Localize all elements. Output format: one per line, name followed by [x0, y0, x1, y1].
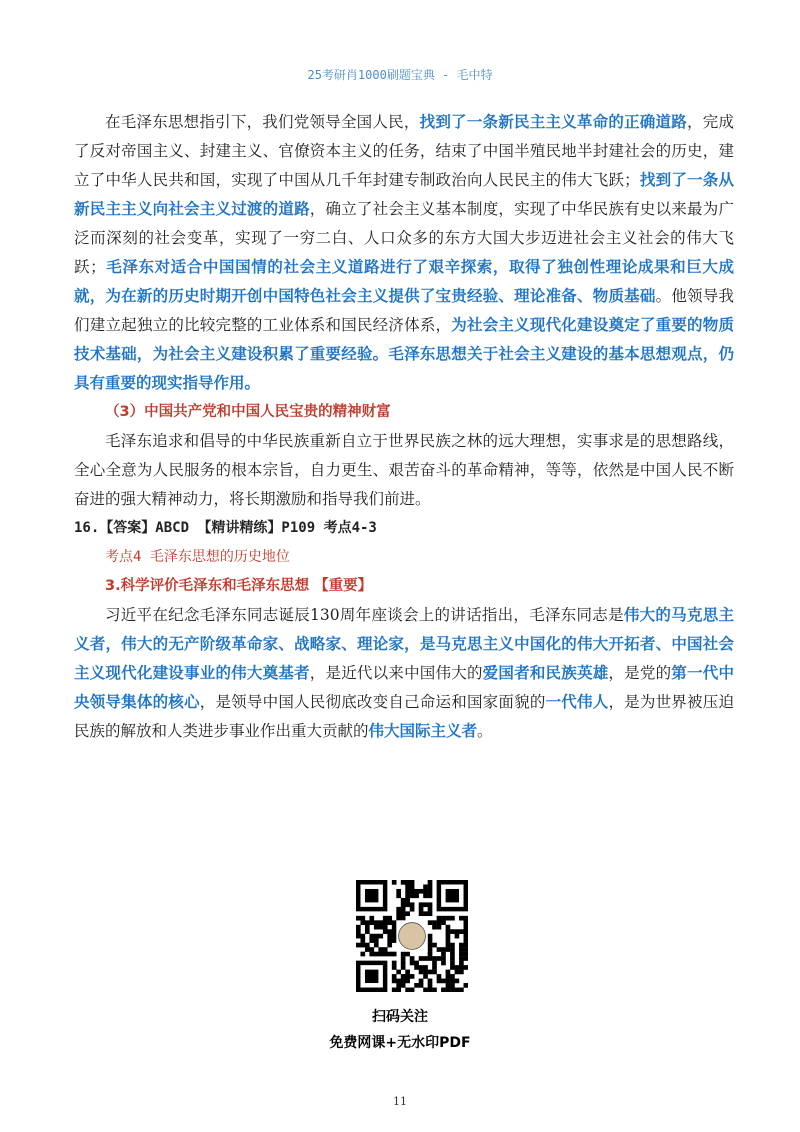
highlighted-text: 第一代中央领导集体的核心	[74, 664, 734, 711]
qr-code	[356, 880, 468, 992]
paragraph-spiritual-wealth: 毛泽东追求和倡导的中华民族重新自立于世界民族之林的远大理想，实事求是的思想路线，全心全意为人民服务的根本宗旨，自力更生、艰苦奋斗的革命精神，等等，依然是中国人民不断奋进的强大精神动力，将长期激励和指导我们前进。	[74, 432, 734, 508]
running-header: 25考研肖1000刷题宝典 - 毛中特	[307, 68, 493, 82]
body-text: 。	[477, 722, 493, 740]
highlighted-text: 伟大国际主义者	[368, 722, 478, 740]
qr-caption-follow: 扫码关注	[372, 1009, 428, 1025]
body-text: 习近平在纪念毛泽东同志诞辰130周年座谈会上的讲话指出，毛泽东同志是	[105, 606, 624, 624]
body-text: ，是党的	[608, 664, 672, 682]
paragraph-historic-contribution	[74, 108, 734, 398]
body-text: ，确立了社会主义基本制度，实现了中华民族有史以来最为广泛而深刻的社会变革，实现了一穷二白、人口众多的东方大国大步迈进社会主义社会的伟大飞跃；	[74, 200, 734, 276]
highlighted-text: 找到了一条新民主主义革命的正确道路	[419, 113, 687, 131]
body-text: ，是近代以来中国伟大的	[309, 664, 483, 682]
page-number: 11	[393, 1095, 407, 1108]
subsection-heading: 3.科学评价毛泽东和毛泽东思想 【重要】	[105, 578, 373, 594]
body-text: ，是领导中国人民彻底改变自己命运和国家面貌的	[199, 693, 546, 711]
page-content	[74, 108, 734, 746]
highlighted-text: 毛泽东对适合中国国情的社会主义道路进行了艰辛探索，取得了独创性理论成果和巨大成就，为在新的历史时期开创中国特色社会主义提供了宝贵经验、理论准备、物质基础	[74, 258, 734, 305]
highlighted-text: 为社会主义现代化建设奠定了重要的物质技术基础，为社会主义建设积累了重要经验。毛泽东思想关于社会主义建设的基本思想观点，仍具有重要的现实指导作用。	[74, 316, 734, 392]
qr-caption-free-course: 免费网课+无水印PDF	[329, 1035, 471, 1051]
kaodian-heading: 考点4 毛泽东思想的历史地位	[105, 549, 290, 565]
body-text: ，是为世界被压迫民族的解放和人类进步事业作出重大贡献的	[74, 693, 734, 740]
body-text: 。他领导我们建立起独立的比较完整的工业体系和国民经济体系，	[74, 287, 734, 334]
highlighted-text: 找到了一条从新民主主义向社会主义过渡的道路	[74, 171, 734, 218]
highlighted-text: 伟大的马克思主义者，伟大的无产阶级革命家、战略家、理论家，是马克思主义中国化的伟大开拓者、中国社会主义现代化建设事业的伟大奠基者	[74, 606, 734, 682]
answer-line: 16.【答案】ABCD 【精讲精练】P109 考点4-3	[74, 520, 377, 536]
section-heading-spiritual-wealth: （3）中国共产党和中国人民宝贵的精神财富	[105, 404, 391, 420]
paragraph-evaluation	[74, 601, 734, 746]
highlighted-text: 爱国者和民族英雄	[482, 664, 609, 682]
body-text: 在毛泽东思想指引下，我们党领导全国人民，	[105, 113, 420, 131]
qr-code-icon	[356, 880, 468, 992]
highlighted-text: 一代伟人	[545, 693, 609, 711]
body-text: ，完成了反对帝国主义、封建主义、官僚资本主义的任务，结束了中国半殖民地半封建社会的历史，建立了中华人民共和国，实现了中国从几千年封建专制政治向人民民主的伟大飞跃；	[74, 113, 734, 189]
